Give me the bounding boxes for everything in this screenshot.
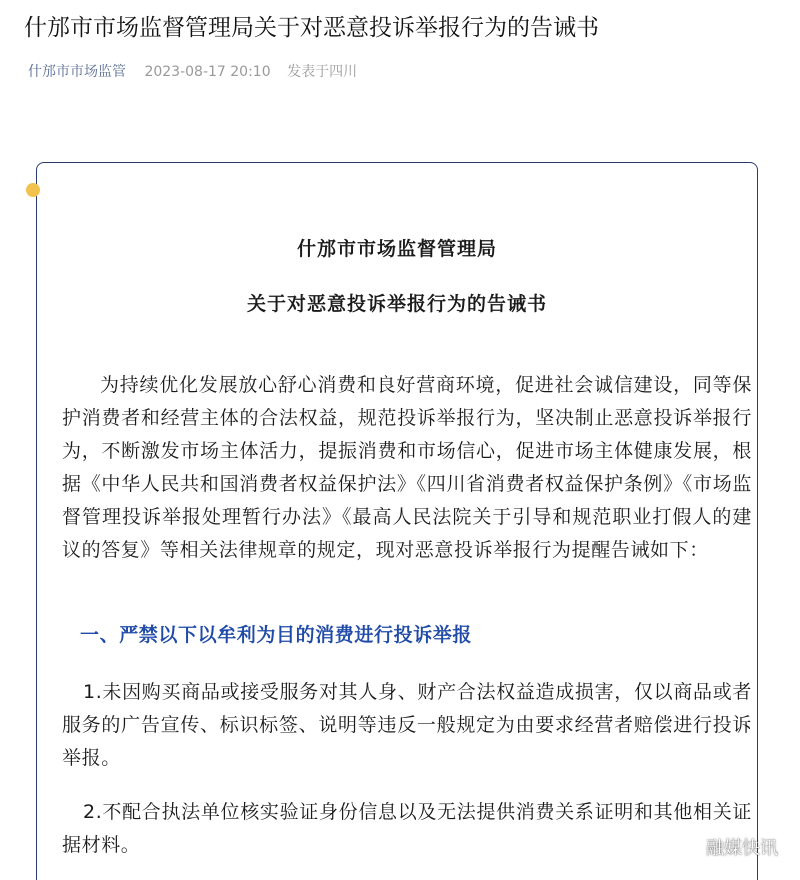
document-title-heading: 关于对恶意投诉举报行为的告诫书 xyxy=(246,293,547,315)
wechat-icon xyxy=(674,836,700,858)
publish-location: 发表于四川 xyxy=(287,64,358,80)
article-meta xyxy=(28,62,357,82)
intro-paragraph: 为持续优化发展放心舒心消费和良好营商环境，促进社会诚信建设，同等保护消费者和经营主体的合法权益，规范投诉举报行为，坚决制止恶意投诉举报行为，不断激发市场主体活力，提振消费和市场信心，促进市场主体健康发展，根据《中华人民共和国消费者权益保护法》《四川省消费者权益保护条例》《市场监督管理投诉举报处理暂行办法》《最高人民法院关于引导和规范职业打假人的建议的答复》等相关法律规章的规定，现对恶意投诉举报行为提醒告诫如下： xyxy=(62,374,752,561)
card-decoration-dot xyxy=(26,183,40,197)
watermark-text: 融媒快讯 xyxy=(706,838,778,859)
account-name-link[interactable]: 什邡市市场监管 xyxy=(28,64,126,80)
article-title: 什邡市市场监督管理局关于对恶意投诉举报行为的告诫书 xyxy=(24,15,599,41)
item-2-paragraph: 2.不配合执法单位核实验证身份信息以及无法提供消费关系证明和其他相关证据材料。 xyxy=(62,801,752,856)
item-1-paragraph: 1.未因购买商品或接受服务对其人身、财产合法权益造成损害，仅以商品或者服务的广告宣传、标识标签、说明等违反一般规定为由要求经营者赔偿进行投诉举报。 xyxy=(62,681,752,769)
watermark xyxy=(674,834,778,860)
section-1-heading: 一、严禁以下以牟利为目的消费进行投诉举报 xyxy=(80,624,473,646)
publish-datetime: 2023-08-17 20:10 xyxy=(144,64,271,80)
document-org-heading: 什邡市市场监督管理局 xyxy=(296,238,497,260)
